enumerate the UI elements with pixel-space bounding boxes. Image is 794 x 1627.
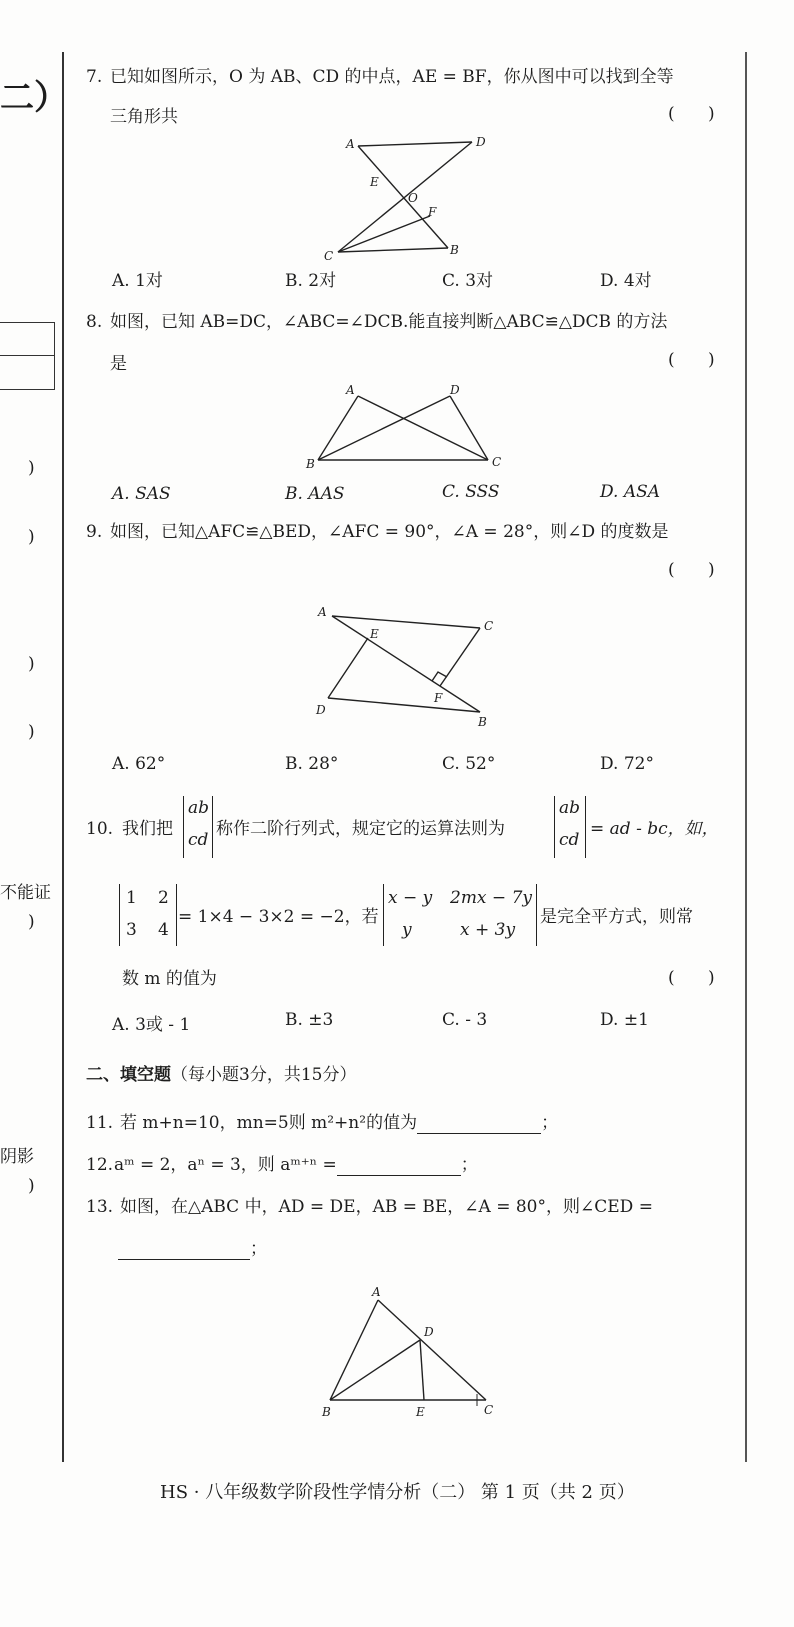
- left-fragment-header: 二）: [0, 78, 68, 118]
- left-fragment-paren: ): [28, 722, 35, 742]
- q9-option-b: B. 28°: [285, 754, 339, 774]
- q9-answer-paren: ( ): [668, 560, 729, 580]
- q10-det-generic-1: [183, 796, 213, 858]
- right-margin-line: [745, 52, 747, 1462]
- q13-label-D: D: [424, 1325, 434, 1339]
- q9-label-B: B: [478, 715, 487, 729]
- q8-option-a: A. SAS: [112, 484, 171, 504]
- q10-det-example: [119, 884, 177, 946]
- det-cell: 3: [126, 920, 137, 940]
- q10-option-d: D. ±1: [600, 1010, 649, 1030]
- q12-blank[interactable]: [337, 1157, 461, 1176]
- det-cell: 2mx − 7y: [450, 888, 532, 908]
- q7-option-a: A. 1对: [112, 271, 163, 291]
- left-margin-line: [62, 52, 64, 1462]
- q10-text-b: 称作二阶行列式，规定它的运算法则为: [216, 819, 505, 839]
- page-footer: HS · 八年级数学阶段性学情分析（二） 第 1 页（共 2 页）: [160, 1482, 635, 1503]
- left-fragment-box: [0, 322, 55, 390]
- det-cell: 4: [158, 920, 169, 940]
- q12-text: aᵐ = 2，aⁿ = 3，则 aᵐ⁺ⁿ =: [114, 1155, 337, 1175]
- q10-det-generic-2: [554, 796, 586, 858]
- left-fragment-paren: ): [28, 527, 35, 547]
- section-2-title: 二、填空题: [86, 1065, 171, 1085]
- q11-end: ；: [541, 1113, 559, 1133]
- q13-label-E: E: [416, 1405, 425, 1419]
- q9-label-C: C: [484, 619, 494, 633]
- det-cell: 2: [158, 888, 169, 908]
- q8-label-B: B: [306, 457, 315, 471]
- q8-answer-paren: ( ): [668, 350, 729, 370]
- q7-text-line2: 三角形共: [110, 107, 178, 127]
- section-2-heading: [86, 1060, 356, 1085]
- q9-option-d: D. 72°: [600, 754, 654, 774]
- q10-number: 10.: [86, 819, 114, 839]
- q10-answer-paren: ( ): [668, 968, 729, 988]
- q10-example-rhs: = 1×4 − 3×2 = −2，若: [178, 907, 379, 927]
- det-cell: cd: [188, 830, 209, 850]
- left-fragment-paren: ): [28, 1176, 35, 1196]
- q8-text-line2: 是: [110, 354, 127, 374]
- q7-label-E: E: [370, 175, 379, 189]
- det-cell: ab: [559, 798, 581, 818]
- q9-option-c: C. 52°: [442, 754, 496, 774]
- q13-text-line1: 如图，在△ABC 中，AD = DE，AB = BE，∠A = 80°，则∠CED =: [120, 1197, 653, 1217]
- q7-option-c: C. 3对: [442, 271, 494, 291]
- q13-end: ；: [250, 1239, 267, 1259]
- q9-figure: [308, 600, 508, 730]
- det-cell: cd: [559, 830, 580, 850]
- q13-label-A: A: [372, 1285, 381, 1299]
- q13-label-B: B: [322, 1405, 331, 1419]
- q10-text-c: = ad - bc，如，: [590, 819, 719, 839]
- det-cell: x − y: [388, 888, 433, 908]
- q9-label-A: A: [318, 605, 327, 619]
- q12-number: 12.: [86, 1155, 114, 1175]
- q7-number: 7.: [86, 67, 103, 87]
- left-fragment-paren: ): [28, 912, 35, 932]
- left-fragment-paren: ): [28, 458, 35, 478]
- q9-label-D: D: [316, 703, 326, 717]
- q13-answer-line: [118, 1238, 267, 1260]
- q7-label-A: A: [346, 137, 355, 151]
- q7-option-b: B. 2对: [285, 271, 337, 291]
- q8-number: 8.: [86, 312, 103, 332]
- q7-text-line1: 已知如图所示，O 为 AB、CD 的中点，AE = BF，你从图中可以找到全等: [110, 67, 674, 87]
- q10-option-a: A. 3或 - 1: [112, 1015, 191, 1035]
- q9-option-a: A. 62°: [112, 754, 166, 774]
- q10-option-b: B. ±3: [285, 1010, 334, 1030]
- q11-text: 若 m+n=10，mn=5则 m²+n²的值为: [120, 1113, 418, 1133]
- q13-blank[interactable]: [118, 1241, 250, 1260]
- q9-number: 9.: [86, 522, 103, 542]
- q13-figure: [310, 1278, 510, 1424]
- q10-text-line3: 数 m 的值为: [122, 969, 217, 989]
- q9-label-F: F: [434, 691, 443, 705]
- left-fragment-text: 阴影: [0, 1147, 34, 1167]
- q7-option-d: D. 4对: [600, 271, 652, 291]
- q9-text-line1: 如图，已知△AFC≌△BED，∠AFC = 90°，∠A = 28°，则∠D 的度数是: [110, 522, 669, 542]
- q13-number: 13.: [86, 1197, 114, 1217]
- q7-answer-paren: ( ): [668, 104, 729, 124]
- q8-option-d: D. ASA: [600, 482, 661, 502]
- det-cell: y: [402, 920, 412, 940]
- q13-label-C: C: [484, 1403, 494, 1417]
- q10-text-a: 我们把: [122, 819, 173, 839]
- q12-end: ；: [460, 1155, 478, 1175]
- q8-option-b: B. AAS: [285, 484, 345, 504]
- q8-text-line1: 如图，已知 AB=DC，∠ABC=∠DCB.能直接判断△ABC≌△DCB 的方法: [110, 312, 668, 332]
- q9-label-E: E: [370, 627, 379, 641]
- det-cell: x + 3y: [460, 920, 516, 940]
- q7-label-C: C: [324, 249, 334, 263]
- q7-label-D: D: [476, 135, 486, 149]
- det-cell: ab: [188, 798, 210, 818]
- q7-label-F: F: [428, 205, 437, 219]
- left-fragment-text: 不能证: [0, 883, 51, 903]
- q8-figure: [298, 380, 518, 472]
- q10-option-c: C. - 3: [442, 1010, 488, 1030]
- det-cell: 1: [126, 888, 137, 908]
- q7-label-O: O: [408, 191, 418, 205]
- q8-label-C: C: [492, 455, 502, 469]
- section-2-note: （每小题3分，共15分）: [171, 1065, 357, 1085]
- q8-label-A: A: [346, 383, 355, 397]
- q11-line: [120, 1112, 558, 1134]
- left-fragment-paren: ): [28, 654, 35, 674]
- q8-label-D: D: [450, 383, 460, 397]
- q11-blank[interactable]: [417, 1115, 541, 1134]
- q12-line: [114, 1154, 478, 1176]
- q10-det-variable: [383, 884, 537, 946]
- q11-number: 11.: [86, 1113, 114, 1133]
- q7-label-B: B: [450, 243, 459, 257]
- q10-tail: 是完全平方式，则常: [540, 907, 693, 927]
- q8-option-c: C. SSS: [442, 482, 500, 502]
- q7-figure: [310, 128, 510, 264]
